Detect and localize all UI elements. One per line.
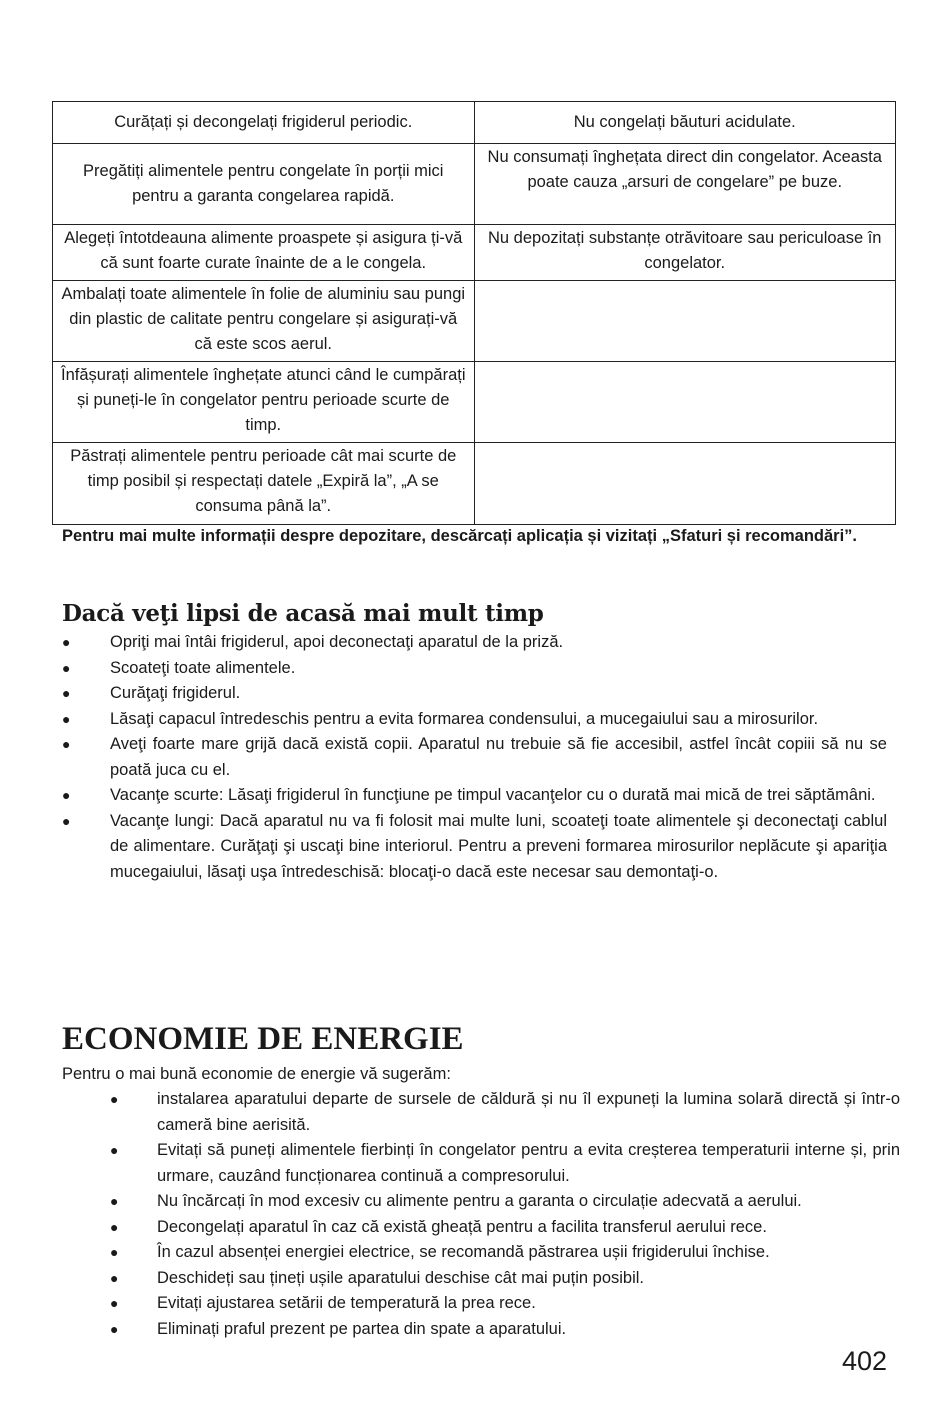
- list-item-text: Evitați să puneți alimentele fierbinți în congelator pentru a evita creșterea temperaturii interne și, prin urmare, cauzând funcționarea continuă a compresorului.: [157, 1141, 900, 1185]
- storage-info-note: Pentru mai multe informații despre depozitare, descărcați aplicația și vizitați „Sfaturi și recomandări”.: [62, 527, 857, 545]
- energy-saving-title: ECONOMIE DE ENERGIE: [62, 1021, 464, 1057]
- table-cell-dont: Nu congelați băuturi acidulate.: [474, 102, 896, 144]
- table-cell-dont: [474, 281, 896, 362]
- bullet-icon: ●: [110, 1269, 119, 1286]
- list-item: [110, 1240, 900, 1266]
- list-item-text: Nu încărcați în mod excesiv cu alimente pentru a garanta o circulație adecvată a aerului.: [157, 1192, 802, 1210]
- list-item: [110, 1317, 900, 1343]
- page-number: 402: [841, 1346, 887, 1376]
- list-item-text: În cazul absenței energiei electrice, se recomandă păstrarea ușii frigiderului închise.: [157, 1243, 770, 1261]
- list-item-text: Eliminați praful prezent pe partea din spate a aparatului.: [157, 1319, 567, 1338]
- list-item-text: Decongelați aparatul în caz că există gheață pentru a facilita transferul aerului rece.: [157, 1217, 767, 1236]
- list-item: [62, 809, 887, 886]
- table-row: [53, 443, 896, 525]
- list-item-text: Opriţi mai întâi frigiderul, apoi deconectaţi aparatul de la priză.: [110, 633, 564, 651]
- table-cell-do: Alegeți întotdeauna alimente proaspete și asigura ți-vă că sunt foarte curate înainte de a le congela.: [53, 225, 475, 281]
- list-item: [62, 783, 887, 809]
- table-cell-do: Păstrați alimentele pentru perioade cât mai scurte de timp posibil și respectați datele „Expiră la”, „A se consuma până la”.: [53, 443, 475, 525]
- table-cell-dont: [474, 443, 896, 525]
- table-cell-do: Ambalați toate alimentele în folie de aluminiu sau pungi din plastic de calitate pentru congelare și asigurați-vă că este scos aerul.: [53, 281, 475, 362]
- bullet-icon: ●: [62, 736, 71, 752]
- list-item: [110, 1138, 900, 1189]
- energy-list: [110, 1087, 900, 1342]
- bullet-icon: ●: [62, 685, 71, 701]
- bullet-icon: ●: [110, 1295, 119, 1311]
- list-item-text: Lăsaţi capacul întredeschis pentru a evita formarea condensului, a mucegaiului sau a mirosurilor.: [110, 709, 819, 728]
- table-cell-dont: [474, 362, 896, 443]
- list-item-text: Evitați ajustarea setării de temperatură la prea rece.: [157, 1294, 536, 1312]
- list-item-text: Vacanţe scurte: Lăsaţi frigiderul în funcţiune pe timpul vacanţelor cu o durată mai mică de trei săptămâni.: [110, 786, 876, 804]
- list-item: [62, 707, 887, 733]
- storage-tips-table: [52, 101, 896, 525]
- energy-intro: Pentru o mai bună economie de energie vă sugerăm:: [62, 1065, 451, 1083]
- list-item: [62, 681, 887, 707]
- bullet-icon: ●: [110, 1193, 119, 1209]
- list-item: [110, 1215, 900, 1241]
- bullet-icon: ●: [110, 1091, 119, 1107]
- table-row: [53, 102, 896, 144]
- vacation-heading: Dacă veţi lipsi de acasă mai mult timp: [62, 600, 544, 627]
- table-cell-do: Pregătiți alimentele pentru congelate în porții mici pentru a garanta congelarea rapidă.: [53, 144, 475, 225]
- bullet-icon: ●: [62, 710, 71, 727]
- table-row: [53, 281, 896, 362]
- list-item-text: Aveţi foarte mare grijă dacă există copii. Aparatul nu trebuie să fie accesibil, astfel încât copiii să nu se poată juca cu el.: [110, 735, 887, 779]
- bullet-icon: ●: [110, 1320, 119, 1337]
- bullet-icon: ●: [110, 1218, 119, 1235]
- table-cell-dont: Nu depozitați substanțe otrăvitoare sau periculoase în congelator.: [474, 225, 896, 281]
- list-item: [110, 1189, 900, 1215]
- list-item: [62, 656, 887, 682]
- bullet-icon: ●: [62, 787, 71, 803]
- vacation-list: [62, 630, 887, 885]
- list-item: [110, 1291, 900, 1317]
- table-row: [53, 362, 896, 443]
- bullet-icon: ●: [62, 812, 71, 829]
- list-item-text: Scoateţi toate alimentele.: [110, 658, 296, 677]
- table-row: [53, 225, 896, 281]
- table-cell-do: Curățați și decongelați frigiderul periodic.: [53, 102, 475, 144]
- list-item: [62, 630, 887, 656]
- table-cell-dont: Nu consumați înghețata direct din congelator. Aceasta poate cauza „arsuri de congelare” pe buze.: [474, 144, 896, 225]
- list-item-text: Curăţaţi frigiderul.: [110, 684, 241, 702]
- table-row: [53, 144, 896, 225]
- list-item-text: Vacanţe lungi: Dacă aparatul nu va fi folosit mai multe luni, scoateţi toate alimentele şi deconectaţi cablul de alimentare. Curăţaţi şi uscaţi bine interiorul. Pentru a preveni formarea mirosurilor neplăcute şi apariţia mucegaiului, lăsaţi uşa întredeschisă: blocaţi-o dacă este necesar sau demontaţi-o.: [110, 811, 887, 881]
- bullet-icon: ●: [110, 1142, 119, 1158]
- list-item: [110, 1087, 900, 1138]
- list-item-text: instalarea aparatului departe de sursele de căldură și nu îl expuneți la lumina solară directă și într-o cameră bine aerisită.: [157, 1090, 900, 1134]
- bullet-icon: ●: [62, 659, 71, 676]
- table-cell-do: Înfășurați alimentele înghețate atunci când le cumpărați și puneți-le în congelator pentru perioade scurte de timp.: [53, 362, 475, 443]
- list-item-text: Deschideți sau țineți ușile aparatului deschise cât mai puțin posibil.: [157, 1268, 645, 1287]
- bullet-icon: ●: [62, 634, 71, 650]
- list-item: [62, 732, 887, 783]
- list-item: [110, 1266, 900, 1292]
- bullet-icon: ●: [110, 1244, 119, 1260]
